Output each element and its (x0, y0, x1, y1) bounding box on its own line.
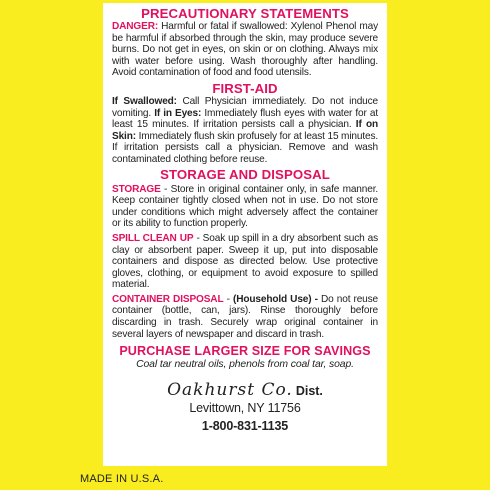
danger-paragraph (112, 21, 378, 79)
storage-paragraph (112, 184, 378, 230)
ingredients-text: Coal tar neutral oils, phenols from coal tar, soap. (136, 359, 354, 371)
precautionary-heading: PRECAUTIONARY STATEMENTS (141, 6, 349, 21)
danger-keyword: DANGER: (112, 21, 159, 32)
storage-keyword: STORAGE (112, 183, 161, 195)
danger-text: Harmful or fatal if swallowed: Xylenol Phenol may be harmful if absorbed through the skin, may produce severe burns. Do not get in eyes, on skin or on clothing. Always mix with water before using. Wash thoroughly after handling. Avoid contamination of food and food utensils. (112, 21, 378, 79)
container-keyword: CONTAINER DISPOSAL (112, 293, 224, 305)
spill-paragraph (112, 233, 378, 291)
dist-label: Dist. (295, 384, 323, 399)
first-aid-paragraph (112, 96, 378, 166)
eyes-keyword: If in Eyes: (154, 107, 202, 119)
storage-disposal-heading: STORAGE AND DISPOSAL (160, 166, 330, 182)
container-text: Do not reuse container (bottle, can, jars). Rinse thoroughly before discarding in trash. Securely wrap original container in several layers of newspaper and discard in trash. (112, 293, 379, 340)
skin-keyword: If on Skin: (112, 119, 378, 142)
household-use-text: (Household Use) - (233, 293, 318, 305)
swallowed-text: Call Physician immediately. Do not induce vomiting. (112, 95, 378, 119)
distributor-phone: 1-800-831-1135 (201, 419, 289, 434)
made-in-text: MADE IN U.S.A. (80, 473, 164, 485)
purchase-heading: PURCHASE LARGER SIZE FOR SAVINGS (119, 344, 371, 359)
distributor-line (112, 381, 378, 400)
distributor-address: Levittown, NY 11756 (189, 401, 301, 416)
spill-text: - Soak up spill in a dry absorbent such as clay or absorbent paper. Sweep it up, put into disposable containers and dispose as directed below. Use protective gloves, clothing, or equipment to avoid exposure to spilled material. (112, 232, 378, 291)
first-aid-heading: FIRST-AID (212, 80, 278, 96)
skin-text: Immediately flush skin profusely for at least 15 minutes. If irritation persists call a physician. Remove and wash contaminated clothing before reuse. (112, 130, 379, 165)
container-paragraph (112, 294, 378, 340)
swallowed-keyword: If Swallowed: (112, 95, 177, 107)
brand-name: Oakhurst Co. (167, 380, 293, 401)
storage-text: - Store in original container only, in safe manner. Keep container tightly closed when not in use. Do not store under conditions which might adversely affect the container or its ability to function properly. (112, 183, 378, 230)
product-label-panel (103, 3, 387, 466)
spill-keyword: SPILL CLEAN UP (112, 232, 194, 244)
eyes-text: Immediately flush eyes with water for at least 15 minutes. If irritation persists call a physician. (112, 107, 378, 131)
container-dash: - (223, 293, 234, 305)
